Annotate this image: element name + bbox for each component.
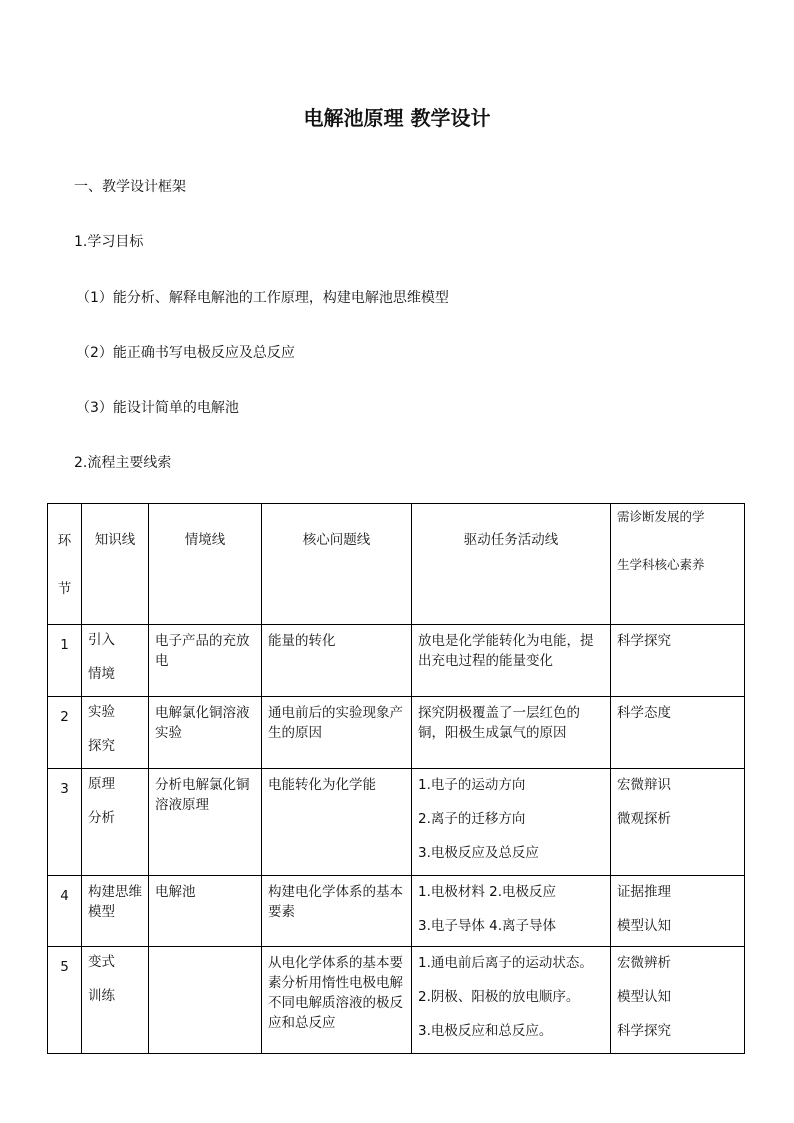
header-step-line1: 环 (57, 533, 72, 549)
row-knowledge (82, 697, 149, 769)
row-number: 1 (48, 625, 82, 697)
knowledge-text: 训练 (88, 988, 115, 1004)
table-header-row (48, 504, 745, 625)
row-core-question: 构建电化学体系的基本要素 (262, 876, 412, 947)
task-line: 1.电极材料 2.电极反应 (418, 884, 557, 900)
task-line: 3.电子导体 4.离子导体 (418, 918, 557, 934)
table-row (48, 947, 745, 1054)
task-line: 3.电极反应和总反应。 (418, 1023, 553, 1039)
header-literacy-line2: 生学科核心素养 (617, 557, 705, 572)
task-line: 1.通电前后离子的运动状态。 (418, 955, 593, 971)
table-row (48, 876, 745, 947)
row-literacy (611, 876, 745, 947)
row-task (412, 947, 611, 1054)
row-context: 分析电解氯化铜溶液原理 (149, 769, 262, 876)
knowledge-text: 探究 (88, 738, 115, 754)
row-core-question: 通电前后的实验现象产生的原因 (262, 697, 412, 769)
row-context (149, 947, 262, 1054)
row-literacy (611, 769, 745, 876)
row-literacy: 科学态度 (611, 697, 745, 769)
flow-table (47, 503, 745, 1054)
literacy-line: 科学探究 (617, 1023, 671, 1039)
task-line: 2.离子的迁移方向 (418, 811, 526, 827)
literacy-line: 宏微辩识 (617, 777, 671, 793)
row-knowledge (82, 769, 149, 876)
objective-2: （2）能正确书写电极反应及总反应 (76, 345, 295, 361)
knowledge-text: 实验 (88, 704, 115, 720)
header-step (48, 504, 82, 625)
header-step-line2: 节 (57, 581, 72, 597)
objective-1: （1）能分析、解释电解池的工作原理，构建电解池思维模型 (76, 290, 449, 306)
literacy-line: 模型认知 (617, 918, 671, 934)
header-literacy-line1: 需诊断发展的学 (617, 509, 705, 524)
header-core-question: 核心问题线 (262, 504, 412, 625)
row-context: 电解氯化铜溶液实验 (149, 697, 262, 769)
row-number: 2 (48, 697, 82, 769)
row-knowledge: 构建思维模型 (82, 876, 149, 947)
document-title: 电解池原理 教学设计 (303, 106, 491, 130)
header-literacy (611, 504, 745, 625)
knowledge-text: 分析 (88, 810, 115, 826)
row-task: 放电是化学能转化为电能，提出充电过程的能量变化 (412, 625, 611, 697)
task-line: 2.阴极、阳极的放电顺序。 (418, 989, 580, 1005)
row-core-question: 从电化学体系的基本要素分析用惰性电极电解不同电解质溶液的极反应和总反应 (262, 947, 412, 1054)
subheading-flow: 2.流程主要线索 (74, 455, 172, 471)
row-literacy (611, 947, 745, 1054)
header-task: 驱动任务活动线 (412, 504, 611, 625)
row-number: 5 (48, 947, 82, 1054)
table-row (48, 697, 745, 769)
knowledge-text: 引入 (88, 632, 115, 648)
table-row (48, 625, 745, 697)
objective-3: （3）能设计简单的电解池 (76, 400, 239, 416)
knowledge-text: 情境 (88, 666, 115, 682)
row-task: 探究阴极覆盖了一层红色的铜，阳极生成氯气的原因 (412, 697, 611, 769)
knowledge-text: 变式 (88, 954, 115, 970)
knowledge-text: 原理 (88, 776, 115, 792)
row-number: 3 (48, 769, 82, 876)
task-line: 3.电极反应及总反应 (418, 845, 539, 861)
task-line: 1.电子的运动方向 (418, 777, 526, 793)
header-context: 情境线 (149, 504, 262, 625)
row-core-question: 电能转化为化学能 (262, 769, 412, 876)
row-knowledge (82, 947, 149, 1054)
subheading-objectives: 1.学习目标 (74, 234, 144, 250)
row-task (412, 769, 611, 876)
header-knowledge: 知识线 (82, 504, 149, 625)
row-task (412, 876, 611, 947)
row-number: 4 (48, 876, 82, 947)
row-context: 电解池 (149, 876, 262, 947)
section-heading: 一、教学设计框架 (74, 179, 186, 195)
row-knowledge (82, 625, 149, 697)
literacy-line: 证据推理 (617, 884, 671, 900)
row-core-question: 能量的转化 (262, 625, 412, 697)
literacy-line: 模型认知 (617, 989, 671, 1005)
table-row (48, 769, 745, 876)
literacy-line: 微观探析 (617, 811, 671, 827)
literacy-line: 宏微辨析 (617, 955, 671, 971)
row-literacy: 科学探究 (611, 625, 745, 697)
row-context: 电子产品的充放电 (149, 625, 262, 697)
